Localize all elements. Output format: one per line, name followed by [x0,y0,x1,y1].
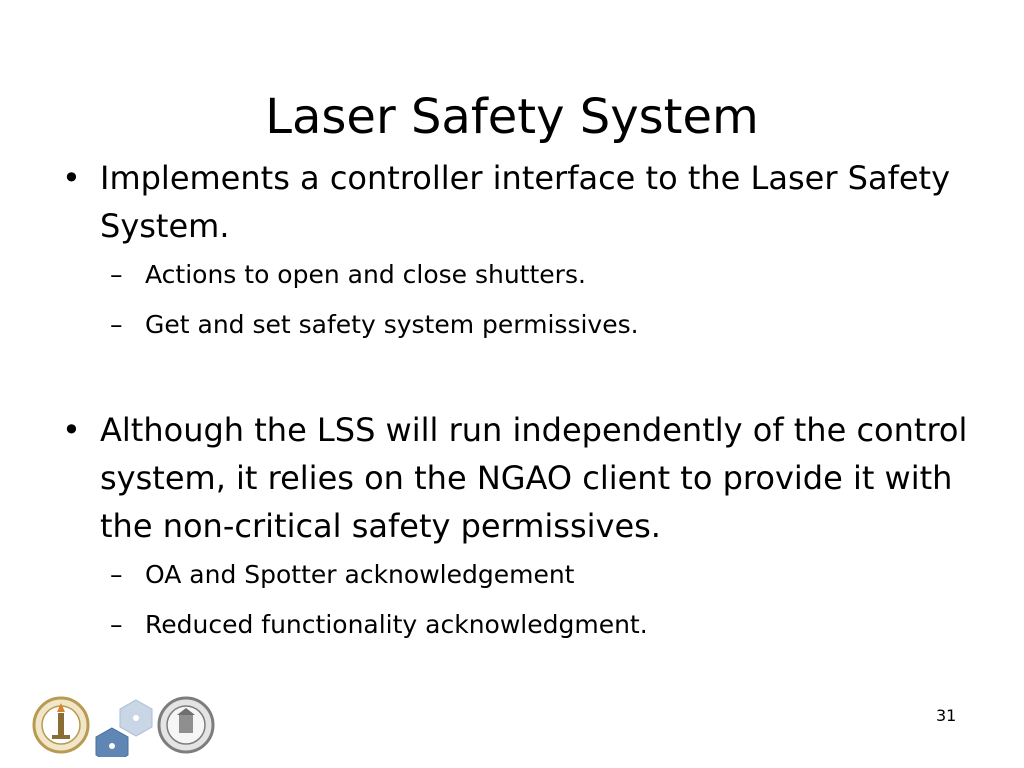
bullet-item [62,406,982,550]
sub-bullet-symbol: – [110,610,123,639]
sub-bullet-symbol: – [110,310,123,339]
sub-bullet-symbol: – [110,260,123,289]
keck-hexagon-mirror-icon [96,700,152,757]
uc-seal-icon [159,698,213,752]
sub-bullet-item [62,600,982,650]
sub-bullet-text: Actions to open and close shutters. [145,260,586,289]
bullet-symbol: • [62,411,81,449]
footer-logos [32,695,216,757]
bullet-text: Although the LSS will run independently of the control system, it relies on the NGAO client to provide it with the non-critical safety permissives. [100,411,968,545]
sub-bullet-text: OA and Spotter acknowledgement [145,560,575,589]
bullet-text: Implements a controller interface to the Laser Safety System. [100,159,950,245]
sub-bullet-text: Reduced functionality acknowledgment. [145,610,648,639]
bullet-item [62,154,982,250]
sub-bullet-text: Get and set safety system permissives. [145,310,639,339]
sub-bullet-item [62,250,982,300]
caltech-seal-icon [34,698,88,752]
slide-title: Laser Safety System [265,89,759,145]
slide-number: 31 [936,706,957,725]
bullet-symbol: • [62,159,81,197]
sub-bullet-item [62,300,982,350]
spacer [62,350,982,406]
sub-bullet-symbol: – [110,560,123,589]
sub-bullet-item [62,550,982,600]
slide-content [62,154,982,650]
